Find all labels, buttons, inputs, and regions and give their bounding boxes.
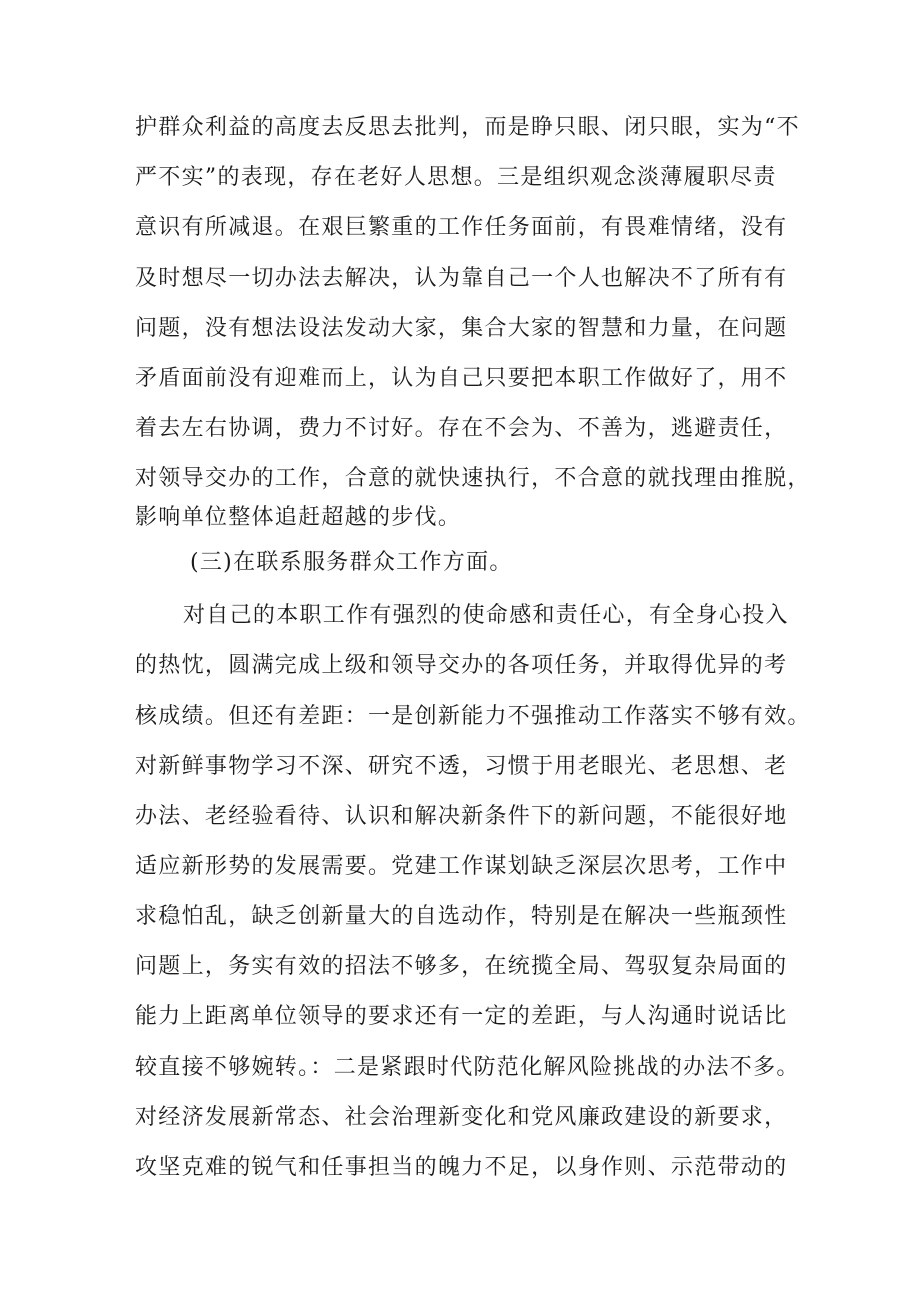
paragraph-first-line: 对自己的本职工作有强烈的使命感和责任心，有全身心投入	[183, 603, 789, 628]
text-line: 办法、老经验看待、认识和解决新条件下的新问题，不能很好地	[135, 804, 788, 829]
text-line: 的热忱，圆满完成上级和领导交办的各项任务，并取得优异的考	[135, 653, 788, 678]
text-line: 着去左右协调，费力不讨好。存在不会为、不善为，逃避责任，	[135, 416, 788, 441]
section-heading: (三)在联系服务群众工作方面。	[190, 550, 513, 575]
text-line: 对新鲜事物学习不深、研究不透，习惯于用老眼光、老思想、老	[135, 754, 788, 779]
text-line: 能力上距离单位领导的要求还有一定的差距，与人沟通时说话比	[135, 1004, 788, 1029]
text-line: 问题上，务实有效的招法不够多，在统揽全局、驾驭复杂局面的	[135, 954, 788, 979]
text-line: 核成绩。但还有差距：一是创新能力不强推动工作落实不够有效。	[135, 704, 811, 729]
text-line: 护群众利益的高度去反思去批判，而是睁只眼、闭只眼，实为“不	[135, 115, 800, 140]
text-line: 意识有所减退。在艰巨繁重的工作任务面前，有畏难情绪，没有	[135, 215, 788, 240]
text-line: 对经济发展新常态、社会治理新变化和党风廉政建设的新要求，	[135, 1105, 788, 1130]
text-line: 严不实”的表现，存在老好人思想。三是组织观念淡薄履职尽责	[135, 165, 777, 190]
text-line: 矛盾面前没有迎难而上，认为自己只要把本职工作做好了，用不	[135, 366, 788, 391]
text-line: 对领导交办的工作，合意的就快速执行，不合意的就找理由推脱，	[135, 466, 811, 491]
text-line: 及时想尽一切办法去解决，认为靠自己一个人也解决不了所有有	[135, 266, 788, 291]
text-line: 较直接不够婉转。：二是紧跟时代防范化解风险挑战的办法不多。	[135, 1055, 800, 1080]
text-line: 适应新形势的发展需要。党建工作谋划缺乏深层次思考，工作中	[135, 854, 788, 879]
text-line: 问题，没有想法设法发动大家，集合大家的智慧和力量，在问题	[135, 316, 788, 341]
text-line: 求稳怕乱，缺乏创新量大的自选动作，特别是在解决一些瓶颈性	[135, 904, 788, 929]
text-line: 影响单位整体追赶超越的步伐。	[135, 505, 462, 530]
text-line: 攻坚克难的锐气和任事担当的魄力不足，以身作则、示范带动的	[135, 1155, 788, 1180]
